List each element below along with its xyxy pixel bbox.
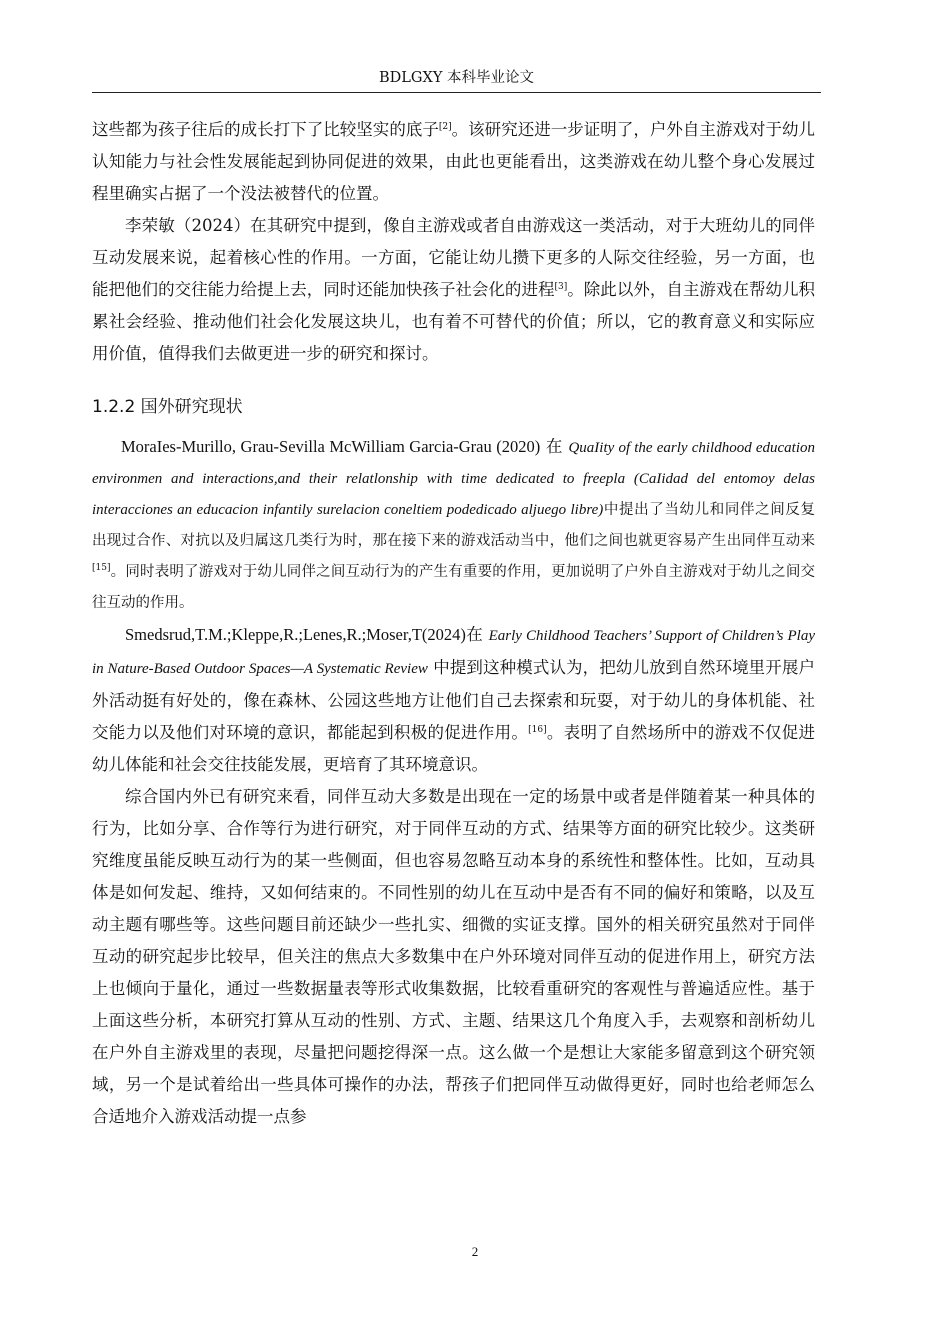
paragraph-4-text-a: 中提到这种模式认为，把幼儿放到自然环境里开展户外活动挺有好处的，像在森林、公园这些地方让他们自己去探索和玩耍，对于幼儿的身体机能、社交能力以及他们对环境的意识，都能起到积极的促进作用。 [92, 658, 815, 742]
paragraph-4-cited-title: Early Childhood Teachers’ Support of Children’s Play in Nature-Based Outdoor Spaces—A Systematic Review [92, 628, 816, 677]
citation-ref: [2] [438, 122, 452, 132]
paragraph-1-text-b: 。该研究还进一步证明了，户外自主游戏对于幼儿认知能力与社会性发展能起到协同促进的效果，由此也更能看出，这类游戏在幼儿整个身心发展过程里确实占据了一个没法被替代的位置。 [92, 120, 816, 203]
paragraph-1-text-a: 这些都为孩子往后的成长打下了比较坚实的底子 [92, 120, 439, 139]
section-heading: 1.2.2 国外研究现状 [92, 397, 243, 417]
page-body [92, 114, 815, 1133]
paragraph-2-text-a: 李荣敏（2024）在其研究中提到，像自主游戏或者自由游戏这一类活动，对于大班幼儿的同伴互动发展来说，起着核心性的作用。一方面，它能让幼儿攒下更多的人际交往经验，另一方面，也能把他们的交往能力给提上去，同时还能加快孩子社会化的进程 [92, 216, 815, 299]
paragraph-4 [92, 619, 815, 781]
citation-ref: [15] [92, 563, 111, 573]
paragraph-3-in: 在 [540, 437, 569, 456]
paragraph-4-text-b: 。表明了自然场所中的游戏不仅促进幼儿体能和社会交往技能发展，更培育了其环境意识。 [92, 723, 816, 774]
header-rule [92, 92, 821, 93]
running-header: BDLGXY 本科毕业论文 [379, 70, 534, 86]
paragraph-3-text-a: 中提出了当幼儿和同伴之间反复出现过合作、对抗以及归属这几类行为时，那在接下来的游戏活动当中，他们之间也就更容易产生出同伴互动来 [92, 502, 816, 549]
paragraph-4-authors: Smedsrud,T.M.;Kleppe,R.;Lenes,R.;Moser,T(2024) [125, 625, 466, 644]
paragraph-3-cited-title: QuaIity of the early childhood education environmen and interactions,and their relatlonship with time dedicated to freepla (CaIidad del entomoy delas interacciones an educacion infantily surelacion coneltiem podedicado aljuego libre) [92, 440, 816, 518]
citation-ref: [3] [554, 282, 568, 292]
paragraph-4-in: 在 [465, 625, 489, 644]
paragraph-1 [92, 114, 815, 210]
paragraph-3 [92, 431, 815, 619]
paragraph-3-text-b: 。同时表明了游戏对于幼儿同伴之间互动行为的产生有重要的作用，更加说明了户外自主游戏对于幼儿之间交往互动的作用。 [92, 564, 815, 611]
paragraph-5: 综合国内外已有研究来看，同伴互动大多数是出现在一定的场景中或者是伴随着某一种具体的行为，比如分享、合作等行为进行研究，对于同伴互动的方式、结果等方面的研究比较少。这类研究维度虽能反映互动行为的某一些侧面，但也容易忽略互动本身的系统性和整体性。比如，互动具体是如何发起、维持，又如何结束的。不同性别的幼儿在互动中是否有不同的偏好和策略，以及互动主题有哪些等。这些问题目前还缺少一些扎实、细微的实证支撑。国外的相关研究虽然对于同伴互动的研究起步比较早，但关注的焦点大多数集中在户外环境对同伴互动的促进作用上，研究方法上也倾向于量化，通过一些数据量表等形式收集数据，比较看重研究的客观性与普遍适应性。基于上面这些分析，本研究打算从互动的性别、方式、主题、结果这几个角度入手，去观察和剖析幼儿在户外自主游戏里的表现，尽量把问题挖得深一点。这么做一个是想让大家能多留意到这个研究领域，另一个是试着给出一些具体可操作的办法，帮孩子们把同伴互动做得更好，同时也给老师怎么合适地介入游戏活动提一点参 [92, 787, 815, 1126]
page-number: 2 [471, 1244, 479, 1259]
paragraph-2-text-b: 。除此以外，自主游戏在帮幼儿积累社会经验、推动他们社会化发展这块儿，也有着不可替代的价值；所以，它的教育意义和实际应用价值，值得我们去做更进一步的研究和探讨。 [92, 280, 816, 363]
paragraph-2 [92, 210, 815, 370]
citation-ref: [16] [528, 725, 547, 735]
paragraph-3-authors: MoraIes-Murillo, Grau-Sevilla McWilliam Garcia-Grau (2020) [121, 437, 541, 456]
